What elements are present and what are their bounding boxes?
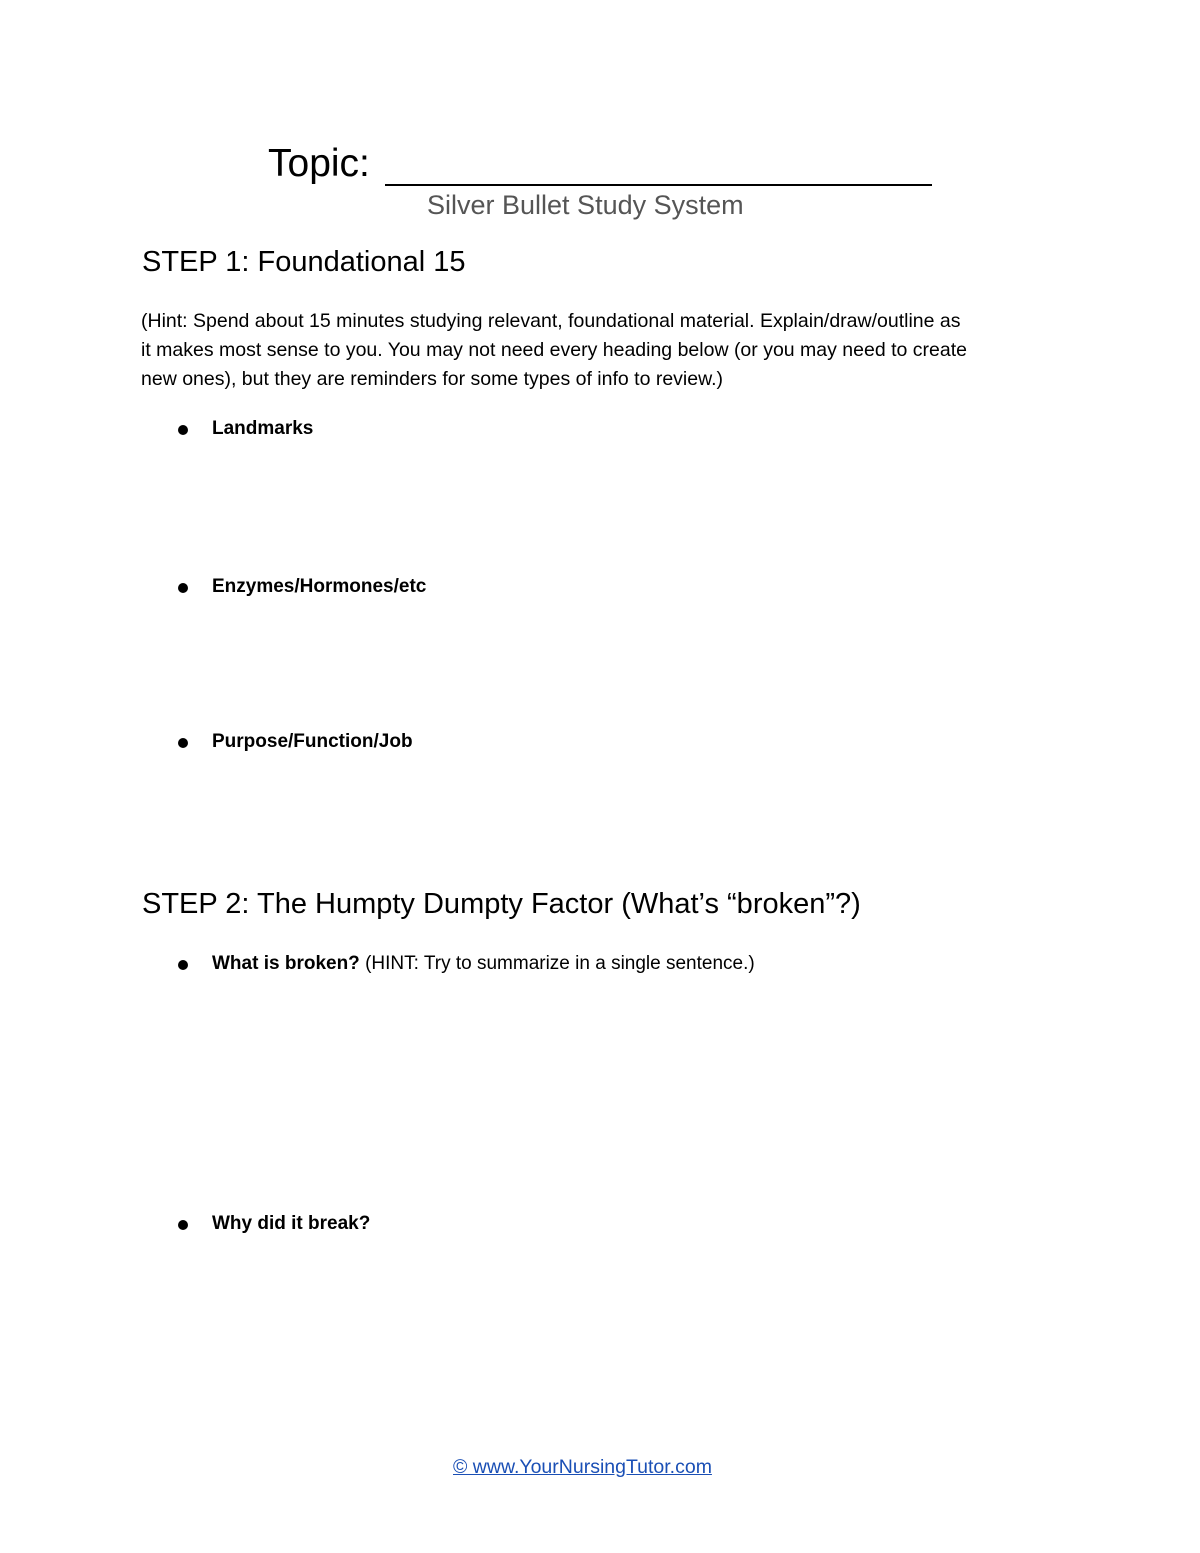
item-what-is-broken: [212, 951, 755, 977]
topic-blank-line: [385, 184, 932, 186]
item-why-did-it-break: Why did it break?: [212, 1213, 371, 1234]
item-what-is-broken-hint: (HINT: Try to summarize in a single sentence.): [359, 953, 755, 974]
hint-line: it makes most sense to you. You may not need every heading below (or you may need to create: [141, 339, 967, 361]
step2-heading: STEP 2: The Humpty Dumpty Factor (What’s “broken”?): [142, 888, 861, 920]
topic-label: Topic:: [268, 142, 370, 185]
bullet-icon: [178, 583, 188, 593]
hint-line: (Hint: Spend about 15 minutes studying relevant, foundational material. Explain/draw/outline as: [141, 310, 961, 332]
item-what-is-broken-label: What is broken?: [212, 953, 360, 974]
bullet-icon: [178, 1220, 188, 1230]
item-enzymes-hormones: Enzymes/Hormones/etc: [212, 576, 427, 597]
document-subtitle: Silver Bullet Study System: [427, 190, 744, 220]
bullet-icon: [178, 960, 188, 970]
step1-hint: [141, 307, 1071, 394]
hint-line: new ones), but they are reminders for some types of info to review.): [141, 368, 724, 390]
footer-copyright-link[interactable]: © www.YourNursingTutor.com: [453, 1456, 712, 1478]
bullet-icon: [178, 738, 188, 748]
step1-heading: STEP 1: Foundational 15: [142, 246, 466, 278]
item-landmarks: Landmarks: [212, 418, 314, 439]
item-purpose-function: Purpose/Function/Job: [212, 731, 413, 752]
bullet-icon: [178, 425, 188, 435]
